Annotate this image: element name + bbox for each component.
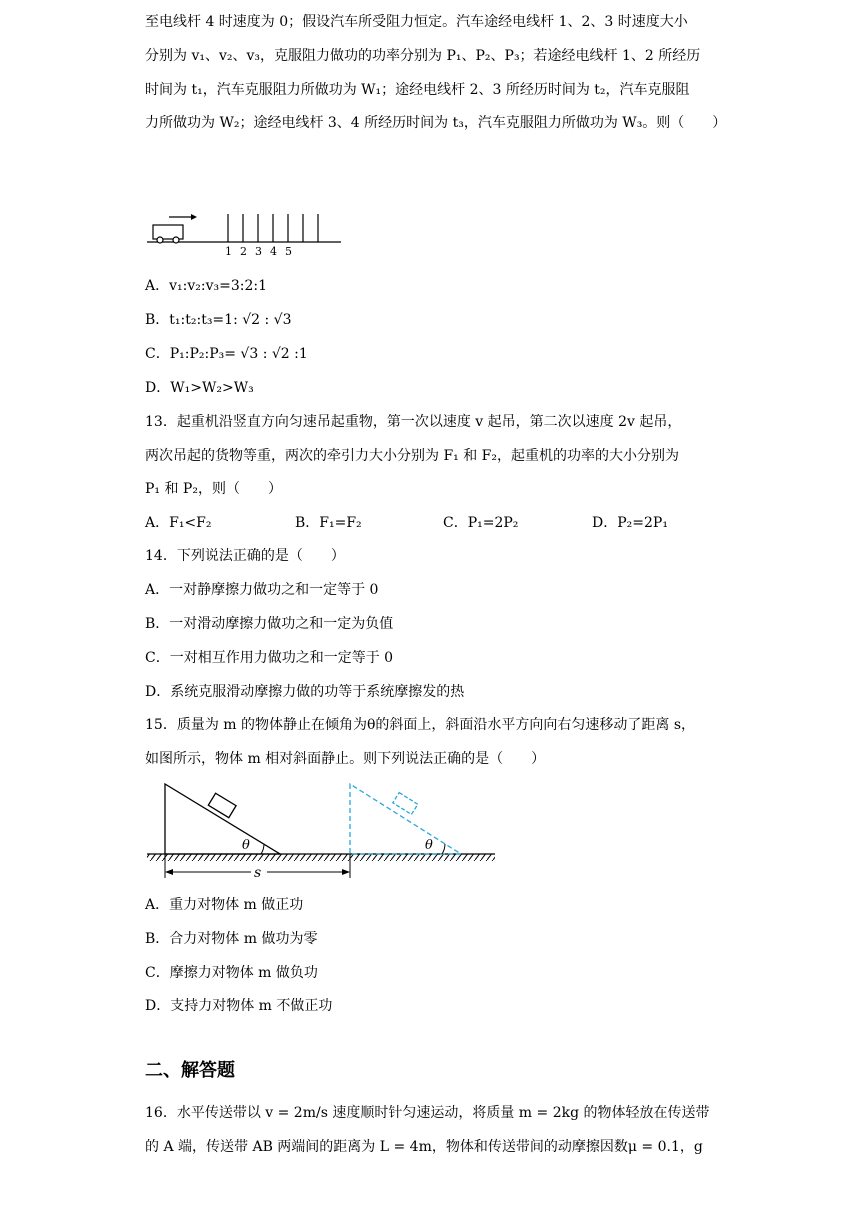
q14-option-b: B．一对滑动摩擦力做功之和一定为负值 bbox=[145, 616, 394, 632]
block-solid bbox=[208, 793, 236, 817]
q12-line-4: 力所做功为 W₂；途经电线杆 3、4 所经历时间为 t₃，汽车克服阻力所做功为 W₃。则（ ） bbox=[145, 115, 727, 131]
pole-label-3: 3 bbox=[255, 245, 262, 258]
section-title: 二、解答题 bbox=[145, 1060, 235, 1081]
pole-label-4: 4 bbox=[270, 245, 277, 258]
car-icon bbox=[153, 225, 183, 239]
pole-label-5: 5 bbox=[285, 245, 292, 258]
q13-line-2: 两次吊起的货物等重，两次的牵引力大小分别为 F₁ 和 F₂，起重机的功率的大小分别为 bbox=[145, 448, 680, 464]
q12-option-a: A．v₁:v₂:v₃=3:2:1 bbox=[145, 278, 267, 294]
q15-line-1: 15．质量为 m 的物体静止在倾角为θ的斜面上，斜面沿水平方向向右匀速移动了距离 s， bbox=[145, 717, 696, 733]
q13-option-b: B．F₁=F₂ bbox=[295, 515, 362, 531]
block-dashed bbox=[393, 793, 418, 815]
pole-label-2: 2 bbox=[240, 245, 247, 258]
car-poles-figure bbox=[145, 208, 345, 260]
incline-figure bbox=[145, 780, 505, 884]
q15-option-b: B．合力对物体 m 做功为零 bbox=[145, 931, 318, 947]
theta-label-left: θ bbox=[242, 838, 250, 853]
q12-option-b: B．t₁:t₂:t₃=1: √2 : √3 bbox=[145, 312, 292, 328]
q14-option-c: C．一对相互作用力做功之和一定等于 0 bbox=[145, 650, 394, 666]
q15-option-d: D．支持力对物体 m 不做正功 bbox=[145, 998, 333, 1014]
q13-option-a: A．F₁<F₂ bbox=[145, 515, 212, 531]
pole-label-1: 1 bbox=[225, 245, 232, 258]
incline-solid bbox=[165, 784, 280, 854]
q12-line-2: 分别为 v₁、v₂、v₃，克服阻力做功的功率分别为 P₁、P₂、P₃；若途经电线杆 1、2 所经历 bbox=[145, 48, 701, 64]
q13-option-d: D．P₂=2P₁ bbox=[592, 515, 668, 531]
q15-line-2: 如图所示，物体 m 相对斜面静止。则下列说法正确的是（ ） bbox=[145, 751, 546, 767]
q13-line-1: 13．起重机沿竖直方向匀速吊起重物，第一次以速度 v 起吊，第二次以速度 2v 起吊， bbox=[145, 414, 682, 430]
q13-option-c: C．P₁=2P₂ bbox=[443, 515, 519, 531]
q13-line-3: P₁ 和 P₂，则（ ） bbox=[145, 481, 282, 497]
q14-option-d: D．系统克服滑动摩擦力做的功等于系统摩擦发的热 bbox=[145, 684, 465, 700]
q12-option-d: D．W₁>W₂>W₃ bbox=[145, 380, 254, 396]
q12-option-c: C．P₁:P₂:P₃= √3 : √2 :1 bbox=[145, 346, 308, 362]
theta-label-right: θ bbox=[425, 838, 433, 853]
q14-stem: 14．下列说法正确的是（ ） bbox=[145, 548, 345, 564]
q15-option-a: A．重力对物体 m 做正功 bbox=[145, 897, 304, 913]
q14-option-a: A．一对静摩擦力做功之和一定等于 0 bbox=[145, 582, 379, 598]
distance-s-label: s bbox=[254, 865, 262, 881]
q16-line-1: 16．水平传送带以 v = 2m/s 速度顺时针匀速运动，将质量 m = 2kg 的物体轻放在传送带 bbox=[145, 1105, 710, 1121]
incline-dashed bbox=[350, 784, 461, 854]
q16-line-2: 的 A 端，传送带 AB 两端间的距离为 L = 4m，物体和传送带间的动摩擦因数μ = 0.1，g bbox=[145, 1139, 703, 1155]
q12-line-3: 时间为 t₁，汽车克服阻力所做功为 W₁；途经电线杆 2、3 所经历时间为 t₂，汽车克服阻 bbox=[145, 82, 690, 98]
arrow-icon bbox=[191, 214, 197, 220]
q15-option-c: C．摩擦力对物体 m 做负功 bbox=[145, 965, 318, 981]
q12-line-1: 至电线杆 4 时速度为 0；假设汽车所受阻力恒定。汽车途经电线杆 1、2、3 时速度大小 bbox=[145, 14, 688, 30]
